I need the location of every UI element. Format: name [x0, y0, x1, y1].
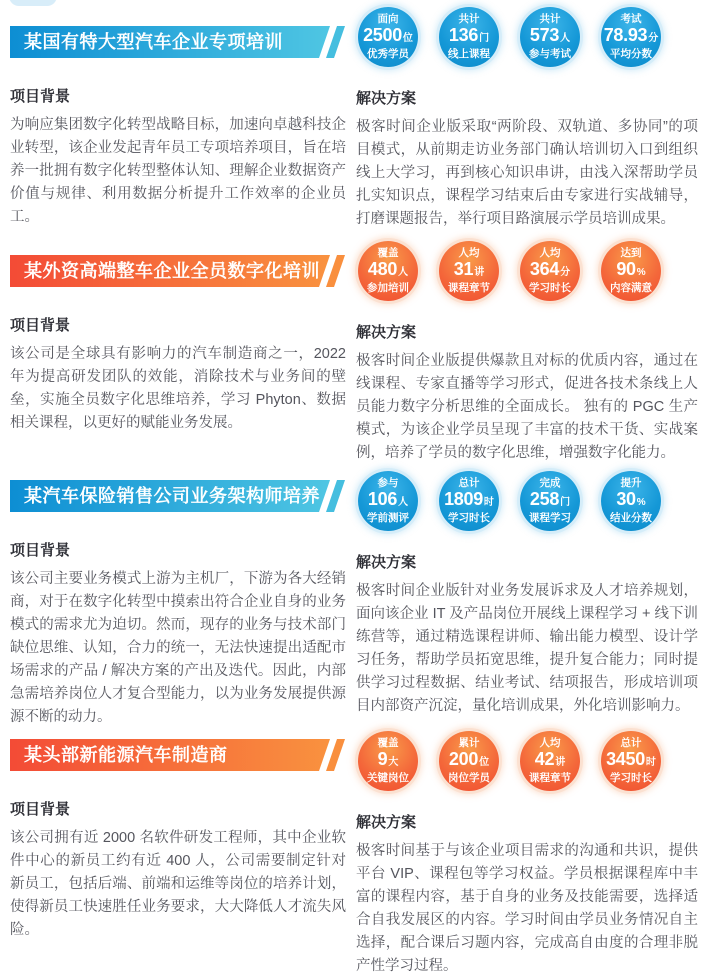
stat-badge: [439, 7, 499, 67]
case-1-right-column: [350, 0, 708, 240]
badge-top-label: 覆盖: [377, 247, 399, 259]
badge-top-label: 人均: [539, 247, 561, 259]
case-3-title-banner: [10, 480, 348, 512]
badge-bottom-label: 平均分数: [610, 48, 652, 60]
badge-unit: 人: [398, 267, 409, 278]
badge-value-line: [449, 750, 489, 772]
stat-badge: [358, 7, 418, 67]
badge-value-line: [606, 750, 656, 772]
badge-value: 42: [534, 749, 555, 769]
badge-value: 2500: [363, 25, 402, 45]
badge-top-label: 共计: [458, 13, 480, 25]
badge-value: 90: [616, 259, 636, 279]
stat-badge: [601, 471, 661, 531]
case-section-1: [0, 0, 708, 240]
case-2-title-banner: [10, 255, 348, 287]
badge-bottom-label: 课程学习: [529, 512, 571, 524]
case-2-left-column: [0, 240, 350, 470]
badge-unit: %: [636, 267, 646, 278]
stat-badge: [601, 731, 661, 791]
badge-value: 136: [448, 25, 479, 45]
badge-unit: 门: [560, 497, 571, 508]
stat-badge: [520, 731, 580, 791]
case-4-right-column: [350, 730, 708, 978]
stat-badge: [601, 7, 661, 67]
badge-bottom-label: 课程章节: [529, 772, 571, 784]
stat-badge: [439, 471, 499, 531]
badge-value: 200: [448, 749, 479, 769]
badge-value: 258: [529, 489, 560, 509]
badge-unit: 讲: [555, 757, 566, 768]
badge-unit: 时: [483, 497, 494, 508]
badge-bottom-label: 内容满意: [610, 282, 652, 294]
badge-bottom-label: 关键岗位: [367, 772, 409, 784]
solution-heading: 解决方案: [356, 90, 417, 107]
badge-value-line: [368, 490, 408, 512]
badge-top-label: 考试: [620, 13, 642, 25]
solution-text: 极客时间企业版针对业务发展诉求及人才培养规划，面向该企业 IT 及产品岗位开展线上课程学习 + 线下训练营等，通过精选课程讲师、输出能力模型、设计学习任务，帮助学员拓宽思维，提升复合能力；同时提供学习过程数据、结业考试、结项报告，形成培训项目内部资产沉淀，量化培训成果，外化培训影响力。: [356, 583, 698, 714]
badge-unit: 讲: [474, 267, 485, 278]
badge-bottom-label: 参与考试: [529, 48, 571, 60]
badge-top-label: 参与: [377, 477, 399, 489]
badge-value-line: [363, 26, 413, 48]
badge-top-label: 达到: [620, 247, 642, 259]
badge-bottom-label: 优秀学员: [367, 48, 409, 60]
background-heading: 项目背景: [10, 88, 71, 105]
badge-bottom-label: 学习时长: [529, 282, 571, 294]
badge-top-label: 人均: [539, 737, 561, 749]
case-3-left-column: [0, 470, 350, 730]
case-2-right-column: [350, 240, 708, 470]
stat-badge: [358, 241, 418, 301]
case-4-title: 某头部新能源汽车制造商: [24, 745, 228, 765]
badge-value: 573: [529, 25, 560, 45]
case-4-stats-row: [356, 731, 698, 791]
badge-top-label: 总计: [620, 737, 642, 749]
case-section-2: [0, 240, 708, 470]
badge-bottom-label: 课程章节: [448, 282, 490, 294]
badge-unit: 位: [402, 33, 413, 44]
case-4-title-banner: [10, 739, 348, 771]
case-section-3: [0, 470, 708, 730]
badge-value-line: [530, 490, 570, 512]
background-text: 该公司拥有近 2000 名软件研发工程师，其中企业软件中心的新员工约有近 400 人，公司需要制定针对新员工，包括后端、前端和运维等岗位的培养计划，使得新员工快速胜任业务要求，大大降低人才流失风险。: [10, 830, 346, 938]
badge-unit: %: [636, 497, 646, 508]
badge-value-line: [368, 260, 408, 282]
badge-unit: 人: [398, 497, 409, 508]
case-2-stats-row: [356, 241, 698, 301]
case-3-right-column: [350, 470, 708, 730]
badge-top-label: 人均: [458, 247, 480, 259]
solution-heading: 解决方案: [356, 554, 417, 571]
badge-top-label: 完成: [539, 477, 561, 489]
badge-value: 3450: [606, 749, 645, 769]
background-text: 该公司主要业务模式上游为主机厂，下游为各大经销商，对于在数字化转型中摸索出符合企业自身的业务模式的需求尤为迫切。然而，现存的业务与技术部门缺位思维、认知，合力的统一，无法快速提出适配市场需求的产品 / 解决方案的产出及迭代。因此，内部急需培养岗位人才复合型能力，以为业务发展提供源源不断的动力。: [10, 571, 346, 725]
case-1-title-banner: [10, 26, 348, 58]
stat-badge: [358, 731, 418, 791]
badge-top-label: 提升: [620, 477, 642, 489]
badge-value-line: [616, 490, 645, 512]
badge-value: 78.93: [603, 25, 648, 45]
badge-unit: 大: [388, 757, 399, 768]
stat-badge: [520, 241, 580, 301]
badge-bottom-label: 结业分数: [610, 512, 652, 524]
stat-badge: [439, 241, 499, 301]
case-3-title: 某汽车保险销售公司业务架构师培养: [24, 486, 320, 506]
badge-value: 9: [377, 749, 388, 769]
solution-text: 极客时间基于与该企业项目需求的沟通和共识，提供平台 VIP、课程包等学习权益。学员根据课程库中丰富的课程内容，基于自身的业务及技能需要，选择适合自我发展区的内容。学习时间由学员业务情况自主选择，配合课后习题内容，完成高自由度的合理非脱产性学习过程。: [356, 843, 698, 974]
badge-value-line: [378, 750, 399, 772]
badge-bottom-label: 岗位学员: [448, 772, 490, 784]
badge-top-label: 共计: [539, 13, 561, 25]
background-heading: 项目背景: [10, 801, 71, 818]
badge-unit: 位: [479, 757, 490, 768]
badge-value-line: [444, 490, 494, 512]
stat-badge: [601, 241, 661, 301]
badge-top-label: 总计: [458, 477, 480, 489]
badge-value: 364: [529, 259, 560, 279]
solution-heading: 解决方案: [356, 814, 417, 831]
solution-text: 极客时间企业版提供爆款且对标的优质内容，通过在线课程、专家直播等学习形式，促进各技术条线上人员能力数字分析思维的全面成长。 独有的 PGC 生产模式，为该企业学员呈现了丰富的技术干货、实战案例，培养了学员的数字化思维，增强数字化能力。: [356, 353, 698, 461]
badge-unit: 分: [648, 33, 659, 44]
badge-value-line: [530, 260, 570, 282]
background-text: 该公司是全球具有影响力的汽车制造商之一，2022 年为提高研发团队的效能，消除技术与业务间的壁垒，实施全员数字化思维培养，学习 Phyton、数据相关课程，以更好的赋能业务发展。: [10, 346, 346, 431]
badge-value: 480: [367, 259, 398, 279]
case-1-stats-row: [356, 7, 698, 67]
badge-bottom-label: 学习时长: [610, 772, 652, 784]
badge-unit: 人: [560, 33, 571, 44]
badge-top-label: 累计: [458, 737, 480, 749]
badge-value-line: [454, 260, 484, 282]
stat-badge: [520, 7, 580, 67]
badge-value-line: [530, 26, 570, 48]
badge-value: 1809: [444, 489, 483, 509]
stat-badge: [439, 731, 499, 791]
case-3-stats-row: [356, 471, 698, 531]
badge-value: 31: [453, 259, 474, 279]
badge-bottom-label: 线上课程: [448, 48, 490, 60]
badge-bottom-label: 参加培训: [367, 282, 409, 294]
background-heading: 项目背景: [10, 542, 71, 559]
badge-bottom-label: 学前测评: [367, 512, 409, 524]
solution-text: 极客时间企业版采取“两阶段、双轨道、多协同”的项目模式，从前期走访业务部门确认培训切入口到组织线上大学习，再到核心知识串讲，由浅入深帮助学员扎实知识点，课程学习结束后由专家进行实战辅导，打磨课题报告，举行项目路演展示学员培训成果。: [356, 119, 698, 227]
case-1-left-column: [0, 0, 350, 240]
badge-value-line: [616, 260, 645, 282]
case-4-left-column: [0, 730, 350, 978]
badge-bottom-label: 学习时长: [448, 512, 490, 524]
background-text: 为响应集团数字化转型战略目标，加速向卓越科技企业转型，该企业发起青年员工专项培养项目，旨在培养一批拥有数字化转型整体认知、理解企业数据资产价值与规律、利用数据分析提升工作效率的企业员工。: [10, 117, 346, 225]
case-section-4: [0, 730, 708, 978]
case-1-title: 某国有特大型汽车企业专项培训: [24, 32, 283, 52]
badge-top-label: 覆盖: [377, 737, 399, 749]
stat-badge: [520, 471, 580, 531]
background-heading: 项目背景: [10, 317, 71, 334]
solution-heading: 解决方案: [356, 324, 417, 341]
badge-top-label: 面向: [377, 13, 399, 25]
badge-value: 106: [367, 489, 398, 509]
badge-unit: 时: [645, 757, 656, 768]
badge-value-line: [535, 750, 565, 772]
badge-value: 30: [616, 489, 636, 509]
badge-value-line: [449, 26, 489, 48]
badge-value-line: [604, 26, 659, 48]
stat-badge: [358, 471, 418, 531]
top-left-decoration: [9, 0, 57, 6]
case-2-title: 某外资高端整车企业全员数字化培训: [24, 261, 320, 281]
badge-unit: 门: [479, 33, 490, 44]
badge-unit: 分: [560, 267, 571, 278]
